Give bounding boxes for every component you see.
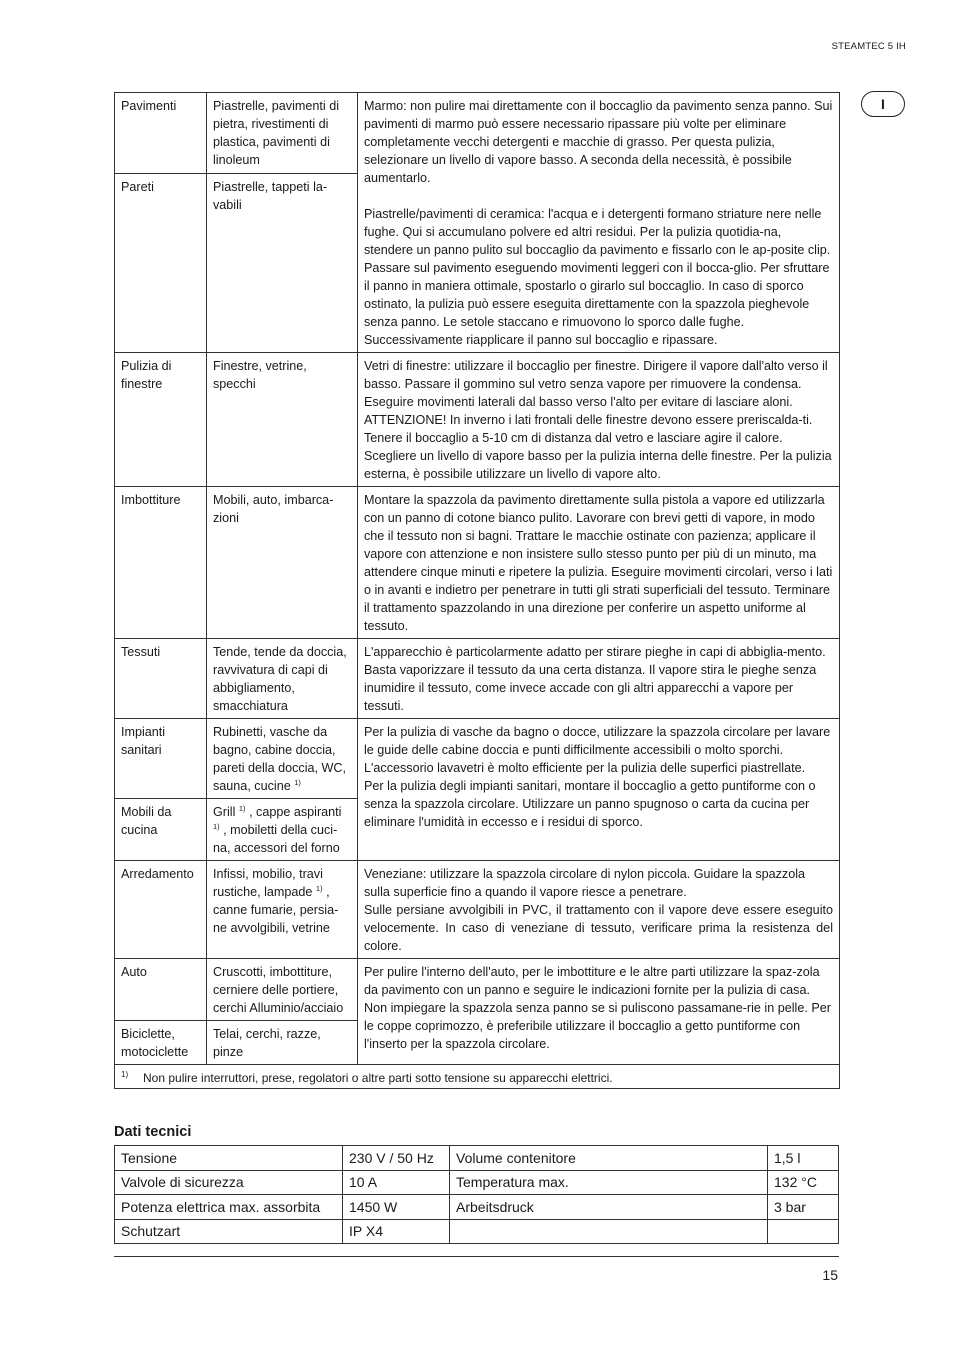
area-cell: Pavimenti xyxy=(115,93,207,174)
page-number: 15 xyxy=(822,1267,838,1283)
table-row xyxy=(115,353,840,487)
instructions-paragraph: Veneziane: utilizzare la spazzola circolare di nylon piccola. Guidare la spazzola sulla superficie fino a quando il vapore riesce a penetrare. xyxy=(364,867,806,899)
spec-value: 3 bar xyxy=(768,1195,839,1220)
instructions-paragraph: Per la pulizia di vasche da bagno o docce, utilizzare la spazzola circolare per lavare le guide delle cabine doccia e punti difficilmente accessibili o molto sporchi. L'accessorio lavavetri è molto efficiente per la pulizia delle superfici piastrellate. xyxy=(364,725,831,775)
instructions-paragraph: Per la pulizia degli impianti sanitari, montare il boccaglio a getto puntiforme con o senza la spazzola circolare. Utilizzare un panno spugnoso o carta da cucina per eliminare l'umidità in eccesso e i residui di sporco. xyxy=(364,779,816,829)
table-row xyxy=(115,719,840,799)
footnote-text: Non pulire interruttori, prese, regolatori o altre parti sotto tensione su apparecchi elettrici. xyxy=(143,1071,613,1085)
table-row xyxy=(115,959,840,1021)
spec-label: Volume contenitore xyxy=(450,1146,768,1171)
area-cell: Arredamento xyxy=(115,861,207,959)
tech-row xyxy=(115,1219,839,1244)
instructions-paragraph: Sulle persiane avvolgibili in PVC, il trattamento con il vapore deve essere eseguito velocemente. In caso di veneziane di tessuto, verificare prima la resistenza del colore. xyxy=(364,903,833,953)
footnote-row xyxy=(115,1065,840,1089)
table-row xyxy=(115,487,840,639)
spec-value: 1,5 l xyxy=(768,1146,839,1171)
tech-row xyxy=(115,1195,839,1220)
spec-label: Potenza elettrica max. assorbita xyxy=(115,1195,343,1220)
footnote-reference: 1) xyxy=(315,884,323,893)
footer-divider xyxy=(114,1256,839,1257)
spec-label: Schutzart xyxy=(115,1219,343,1244)
spec-value: 10 A xyxy=(343,1170,450,1195)
language-badge: I xyxy=(861,91,905,117)
surfaces-text: , cappe aspiranti xyxy=(249,805,342,819)
spec-label: Arbeitsdruck xyxy=(450,1195,768,1220)
table-row xyxy=(115,639,840,719)
area-cell: Impianti sanitari xyxy=(115,719,207,799)
area-cell: Mobili da cucina xyxy=(115,799,207,861)
area-cell: Imbottiture xyxy=(115,487,207,639)
spec-value xyxy=(768,1219,839,1244)
surfaces-text: , mobiletti della cuci-na, accessori del forno xyxy=(213,823,340,855)
surfaces-cell: Telai, cerchi, razze, pinze xyxy=(207,1021,358,1065)
instructions-paragraph: Marmo: non pulire mai direttamente con il boccaglio da pavimento senza panno. Sui pavimenti di marmo può essere necessario ripassare più volte per eliminare completamente vecchi detergenti e macchie di grasso. Per questa pulizia, selezionare un livello di vapore basso. A seconda della necessità, è possibile aumentarlo. xyxy=(364,99,833,185)
document-model-header: STEAMTEC 5 IH xyxy=(831,41,906,52)
surfaces-cell: Piastrelle, tappeti la-vabili xyxy=(207,174,358,353)
spec-value: 230 V / 50 Hz xyxy=(343,1146,450,1171)
table-row xyxy=(115,93,840,174)
spec-value: IP X4 xyxy=(343,1219,450,1244)
area-cell: Biciclette, motociclette xyxy=(115,1021,207,1065)
tech-data-table xyxy=(114,1145,839,1244)
footnote-reference: 1) xyxy=(238,804,246,813)
spec-value: 132 °C xyxy=(768,1170,839,1195)
cleaning-applications-table xyxy=(114,92,840,1089)
surfaces-cell: Cruscotti, imbottiture, cerniere delle portiere, cerchi Alluminio/acciaio xyxy=(207,959,358,1021)
footnote-mark: 1) xyxy=(121,1070,129,1079)
area-cell: Pareti xyxy=(115,174,207,353)
surfaces-cell: Tende, tende da doccia, ravvivatura di capi di abbigliamento, smacchiatura xyxy=(207,639,358,719)
surfaces-text: Grill xyxy=(213,805,236,819)
spec-label: Temperatura max. xyxy=(450,1170,768,1195)
spec-label: Tensione xyxy=(115,1146,343,1171)
instructions-cell: Montare la spazzola da pavimento direttamente sulla pistola a vapore ed utilizzarla con un panno di cotone bianco pulito. Lavorare con brevi getti di vapore, in modo che il tessuto non si bagni. Trattare le macchie ostinate con pazienza; applicare il vapore con attenzione e non insistere sullo stesso punto per più di un minuto, ma attendere cinque minuti e ripetere la pulizia. Eseguire movimenti circolari, verso i lati o in avanti e indietro per penetrare in tutti gli strati superficiali del tessuto. Terminare il trattamento spazzolando in una direzione per conferire un aspetto uniforme al tessuto. xyxy=(358,487,840,639)
surfaces-cell: Finestre, vetrine, specchi xyxy=(207,353,358,487)
table-row xyxy=(115,861,840,959)
footnote-reference: 1) xyxy=(294,778,301,787)
surfaces-cell: Mobili, auto, imbarca-zioni xyxy=(207,487,358,639)
surfaces-cell xyxy=(207,799,358,861)
instructions-paragraph: Piastrelle/pavimenti di ceramica: l'acqua e i detergenti formano striature nere nelle fughe. Qui si accumulano polvere ed altri residui. Per la pulizia quotidia-na, stendere un panno pulito sul boccaglio da pavimento e fissarlo con le ap-posite clip. Passare sul pavimento eseguendo movimenti leggeri con il bocca-glio. Per sfruttare il panno in maniera ottimale, spostarlo o girarlo sul boccaglio. In caso di sporco ostinato, la pulizia può essere eseguita direttamente con la spazzola pieghevole senza panno. Le setole staccano e rimuovono lo sporco dalle fughe. Successivamente riapplicare il panno sul boccaglio e ripassare. xyxy=(364,207,831,347)
footnote-cell xyxy=(115,1065,840,1089)
spec-label: Valvole di sicurezza xyxy=(115,1170,343,1195)
instructions-paragraph: Vetri di finestre: utilizzare il boccaglio per finestre. Dirigere il vapore dall'alto verso il basso. Passare il gommino sul vetro senza vapore per rimuovere la condensa. Eseguire movimenti laterali dal basso verso l'alto per evitare di lasciare aloni. xyxy=(364,359,828,409)
surfaces-cell xyxy=(207,861,358,959)
surfaces-text: Rubinetti, vasche da bagno, cabine doccia, pareti della doccia, WC, sauna, cucine xyxy=(213,725,346,793)
instructions-cell xyxy=(358,93,840,353)
instructions-cell xyxy=(358,353,840,487)
instructions-cell: Per pulire l'interno dell'auto, per le imbottiture e le altre parti utilizzare la spaz-zola da pavimento con un panno e seguire le indicazioni fornite per la pulizia di casa. Non impiegare la spazzola senza panno se si puliscono passamane-rie in pelle. Per le coppe coprimozzo, è preferibile utilizzare il boccaglio a getto puntiforme con l'inserto per la spazzola circolare. xyxy=(358,959,840,1065)
tech-data-title: Dati tecnici xyxy=(114,1124,192,1140)
area-cell: Tessuti xyxy=(115,639,207,719)
area-cell: Pulizia di finestre xyxy=(115,353,207,487)
warning-paragraph: ATTENZIONE! In inverno i lati frontali delle finestre devono essere preriscalda-ti. Tenere il boccaglio a 5-10 cm di distanza dal vetro e lasciare agire il calore. Scegliere un livello di vapore basso per la pulizia interna delle finestre. Per la pulizia esterna, è possibile utilizzare un livello di vapore alto. xyxy=(364,413,832,481)
tech-row xyxy=(115,1146,839,1171)
tech-row xyxy=(115,1170,839,1195)
surfaces-text: , canne fumarie, persia-ne avvolgibili, vetrine xyxy=(213,885,339,935)
surfaces-cell: Piastrelle, pavimenti di pietra, rivestimenti di plastica, pavimenti di linoleum xyxy=(207,93,358,174)
spec-label xyxy=(450,1219,768,1244)
instructions-cell: L'apparecchio è particolarmente adatto per stirare pieghe in capi di abbiglia-mento. Basta vaporizzare il tessuto da una certa distanza. Il vapore stira le pieghe senza inumidire il tessuto, come invece accade con gli altri apparecchi a vapore per tessuti. xyxy=(358,639,840,719)
instructions-cell xyxy=(358,861,840,959)
spec-value: 1450 W xyxy=(343,1195,450,1220)
surfaces-text: Infissi, mobilio, travi rustiche, lampade xyxy=(213,867,323,899)
footnote-reference: 1) xyxy=(213,822,220,831)
instructions-cell xyxy=(358,719,840,861)
surfaces-cell xyxy=(207,719,358,799)
area-cell: Auto xyxy=(115,959,207,1021)
